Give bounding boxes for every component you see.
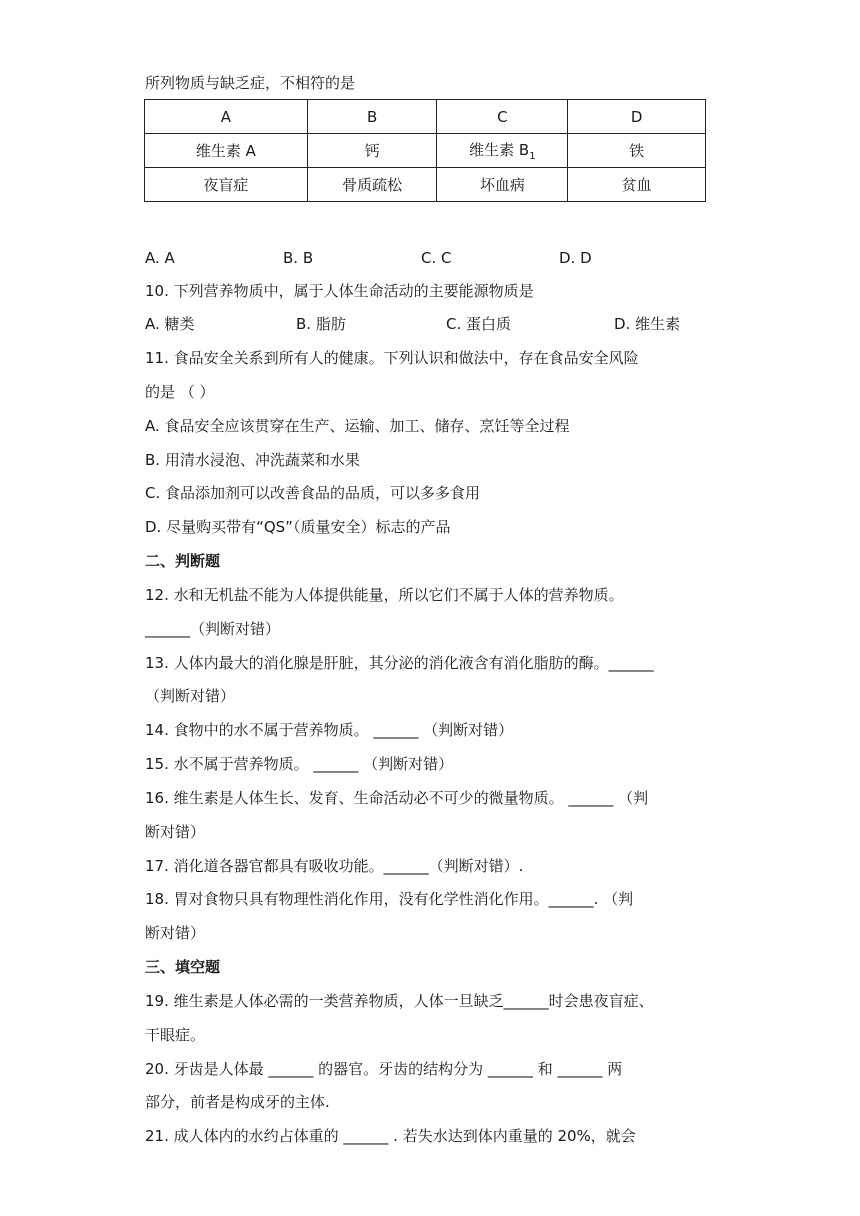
table-cell: 骨质疏松	[307, 168, 437, 202]
table-row	[145, 134, 706, 168]
table-cell: D	[568, 100, 706, 134]
q11-option-a: A. 食品安全应该贯穿在生产、运输、加工、储存、烹饪等全过程	[145, 417, 570, 435]
q20-line2: 部分，前者是构成牙的主体.	[145, 1093, 330, 1111]
choice-b: B. 脂肪	[296, 315, 346, 333]
q11-option-d: D. 尽量购买带有“QS”（质量安全）标志的产品	[145, 518, 451, 536]
q18-line1: 18. 胃对食物只具有物理性消化作用，没有化学性消化作用。______. （判	[145, 890, 634, 908]
q17: 17. 消化道各器官都具有吸收功能。______（判断对错）.	[145, 857, 524, 875]
table-cell: 坏血病	[437, 168, 568, 202]
table-row	[145, 168, 706, 202]
q13-line2: （判断对错）	[145, 687, 236, 705]
table-cell: 钙	[307, 134, 437, 168]
q9-stem: 所列物质与缺乏症，不相符的是	[145, 74, 356, 92]
table-cell: C	[437, 100, 568, 134]
choice-a: A. A	[145, 249, 175, 267]
q12-line1: 12. 水和无机盐不能为人体提供能量，所以它们不属于人体的营养物质。	[145, 586, 624, 604]
choice-d: D. 维生素	[614, 315, 681, 333]
section-title-fill: 三、填空题	[145, 958, 221, 976]
choice-d: D. D	[559, 249, 592, 267]
q14: 14. 食物中的水不属于营养物质。 ______ （判断对错）	[145, 721, 514, 739]
q16-line1: 16. 维生素是人体生长、发育、生命活动必不可少的微量物质。 ______ （判	[145, 789, 649, 807]
choice-c: C. C	[421, 249, 452, 267]
table-row	[145, 100, 706, 134]
q20-line1: 20. 牙齿是人体最 ______ 的器官。牙齿的结构分为 ______ 和 ______ 两	[145, 1060, 623, 1078]
table-cell: 铁	[568, 134, 706, 168]
q11-option-b: B. 用清水浸泡、冲洗蔬菜和水果	[145, 451, 360, 469]
choice-a: A. 糖类	[145, 315, 195, 333]
q19-line2: 干眼症。	[145, 1026, 206, 1044]
q18-line2: 断对错）	[145, 924, 206, 942]
q16-line2: 断对错）	[145, 823, 206, 841]
table-cell: 维生素 A	[145, 134, 308, 168]
q9-table	[144, 99, 706, 202]
q11-stem-line1: 11. 食品安全关系到所有人的健康。下列认识和做法中，存在食品安全风险	[145, 349, 639, 367]
q11-stem-line2: 的是 （ ）	[145, 383, 215, 401]
table-cell-text: 维生素 B	[469, 141, 530, 159]
table-cell: B	[307, 100, 437, 134]
subscript: 1	[529, 151, 536, 162]
table-cell: 贫血	[568, 168, 706, 202]
section-title-judge: 二、判断题	[145, 552, 221, 570]
table-cell	[437, 134, 568, 168]
q21-line1: 21. 成人体内的水约占体重的 ______ . 若失水达到体内重量的 20%，就会	[145, 1127, 636, 1145]
q13-line1: 13. 人体内最大的消化腺是肝脏，其分泌的消化液含有消化脂肪的酶。______	[145, 654, 654, 672]
q12-line2: ______（判断对错）	[145, 620, 281, 638]
q19-line1: 19. 维生素是人体必需的一类营养物质，人体一旦缺乏______时会患夜盲症、	[145, 992, 654, 1010]
q11-option-c: C. 食品添加剂可以改善食品的品质，可以多多食用	[145, 484, 481, 502]
choice-c: C. 蛋白质	[446, 315, 512, 333]
table-cell: 夜盲症	[145, 168, 308, 202]
choice-b: B. B	[283, 249, 314, 267]
table-cell: A	[145, 100, 308, 134]
q10-stem: 10. 下列营养物质中，属于人体生命活动的主要能源物质是	[145, 282, 534, 300]
q15: 15. 水不属于营养物质。 ______ （判断对错）	[145, 755, 454, 773]
